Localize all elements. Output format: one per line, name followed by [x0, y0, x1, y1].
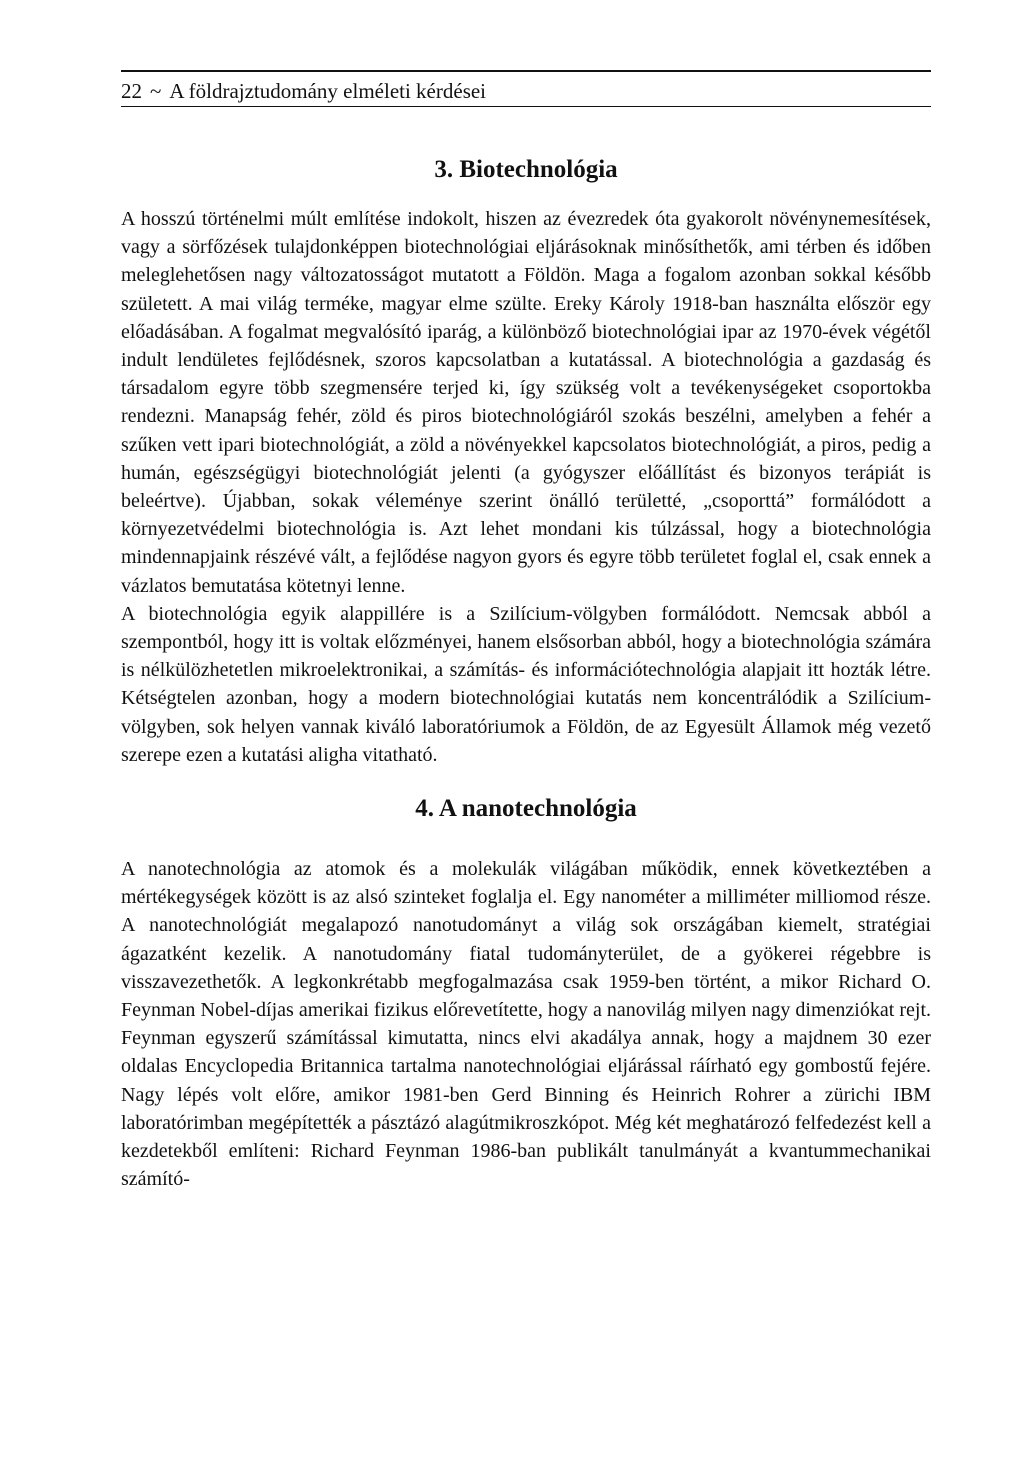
- paragraph: A nanotechnológia az atomok és a molekulák világában működik, ennek következtében a mértékegységek között is az alsó szinteket foglalja el. Egy nanométer a milliméter milliomod része. A nanotechnológiát megalapozó nanotudományt a világ sok országában kiemelt, stratégiai ágazatként kezelik. A nanotudomány fiatal tudományterület, de a gyökerei régebbre is visszavezethetők. A legkonkrétabb megfogalmazása csak 1959-ben történt, a mikor Richard O. Feynman Nobel-díjas amerikai fizikus előrevetítette, hogy a nanovilág milyen nagy dimenziókat rejt. Feynman egyszerű számítással kimutatta, nincs elvi akadálya annak, hogy a majdnem 30 ezer oldalas Encyclopedia Britannica tartalma nanotechnológiai eljárással ráírható egy gombostű fejére. Nagy lépés volt előre, amikor 1981-ben Gerd Binning és Heinrich Rohrer a zürichi IBM laboratórimban megépítették a pásztázó alagútmikroszkópot. Még két meghatározó felfedezést kell a kezdetekből említeni: Richard Feynman 1986-ban publikált tanulmányát a kvantummechanikai számító-: [121, 858, 931, 1191]
- section-heading-nanotechnology: 4. A nanotechnológia: [415, 795, 637, 823]
- header-rule-top: [121, 70, 931, 72]
- page-number: 22: [121, 79, 142, 103]
- section-body-nanotechnology: [121, 855, 931, 1193]
- header-rule-bottom: [121, 106, 931, 107]
- paragraph: A biotechnológia egyik alappillére is a Szilícium-völgyben formálódott. Nemcsak abból a szempontból, hogy itt is voltak előzményei, hanem elsősorban abból, hogy a biotechnológia számára is nélkülözhetetlen mikroelektronikai, a számítás- és információtechnológia alapjait itt hozták létre. Kétségtelen azonban, hogy a modern biotechnológiai kutatás nem koncentrálódik a Szilícium-völgyben, sok helyen vannak kiváló laboratóriumok a Földön, de az Egyesült Államok még vezető szerepe ezen a kutatási aligha vitatható.: [121, 602, 931, 766]
- book-page: [121, 70, 931, 1194]
- section-heading-biotechnology: 3. Biotechnológia: [434, 156, 618, 183]
- running-title: A földrajztudomány elméleti kérdései: [169, 79, 487, 103]
- running-head-text: [121, 81, 486, 102]
- running-head: [121, 70, 931, 108]
- paragraph: A hosszú történelmi múlt említése indokolt, hiszen az évezredek óta gyakorolt növénynemesítések, vagy a sörfőzések tulajdonképpen biotechnológiai eljárásoknak minősíthetők, ami térben és időben meleglehetősen nagy változatosságot mutatott a Földön. Maga a fogalom azonban sokkal később született. A mai világ terméke, magyar elme szülte. Ereky Károly 1918-ban használta először egy előadásában. A fogalmat megvalósító iparág, a különböző biotechnológiai ipar az 1970-évek végétől indult lendületes fejlődésnek, szoros kapcsolatban a kutatással. A biotechnológia a gazdaság és társadalom egyre több szegmensére terjed ki, így szükség volt a tevékenységeket csoportokba rendezni. Manapság fehér, zöld és piros biotechnológiáról szokás beszélni, amelyben a fehér a szűken vett ipari biotechnológiát, a zöld a növényekkel kapcsolatos biotechnológiát, a piros, pedig a humán, egészségügyi biotechnológiát jelenti (a gyógyszer előállítást és bizonyos terápiát is beleértve). Újabban, sokak véleménye szerint önálló területté, „csoporttá” formálódott a környezetvédelmi biotechnológia is. Azt lehet mondani kis túlzással, hogy a biotechnológia mindennapjaink részévé vált, a fejlődése nagyon gyors és egyre több területet foglal el, csak ennek a vázlatos bemutatása kötetnyi lenne.: [121, 208, 931, 597]
- section-body-biotechnology: [121, 205, 931, 769]
- header-separator: ~: [150, 79, 162, 103]
